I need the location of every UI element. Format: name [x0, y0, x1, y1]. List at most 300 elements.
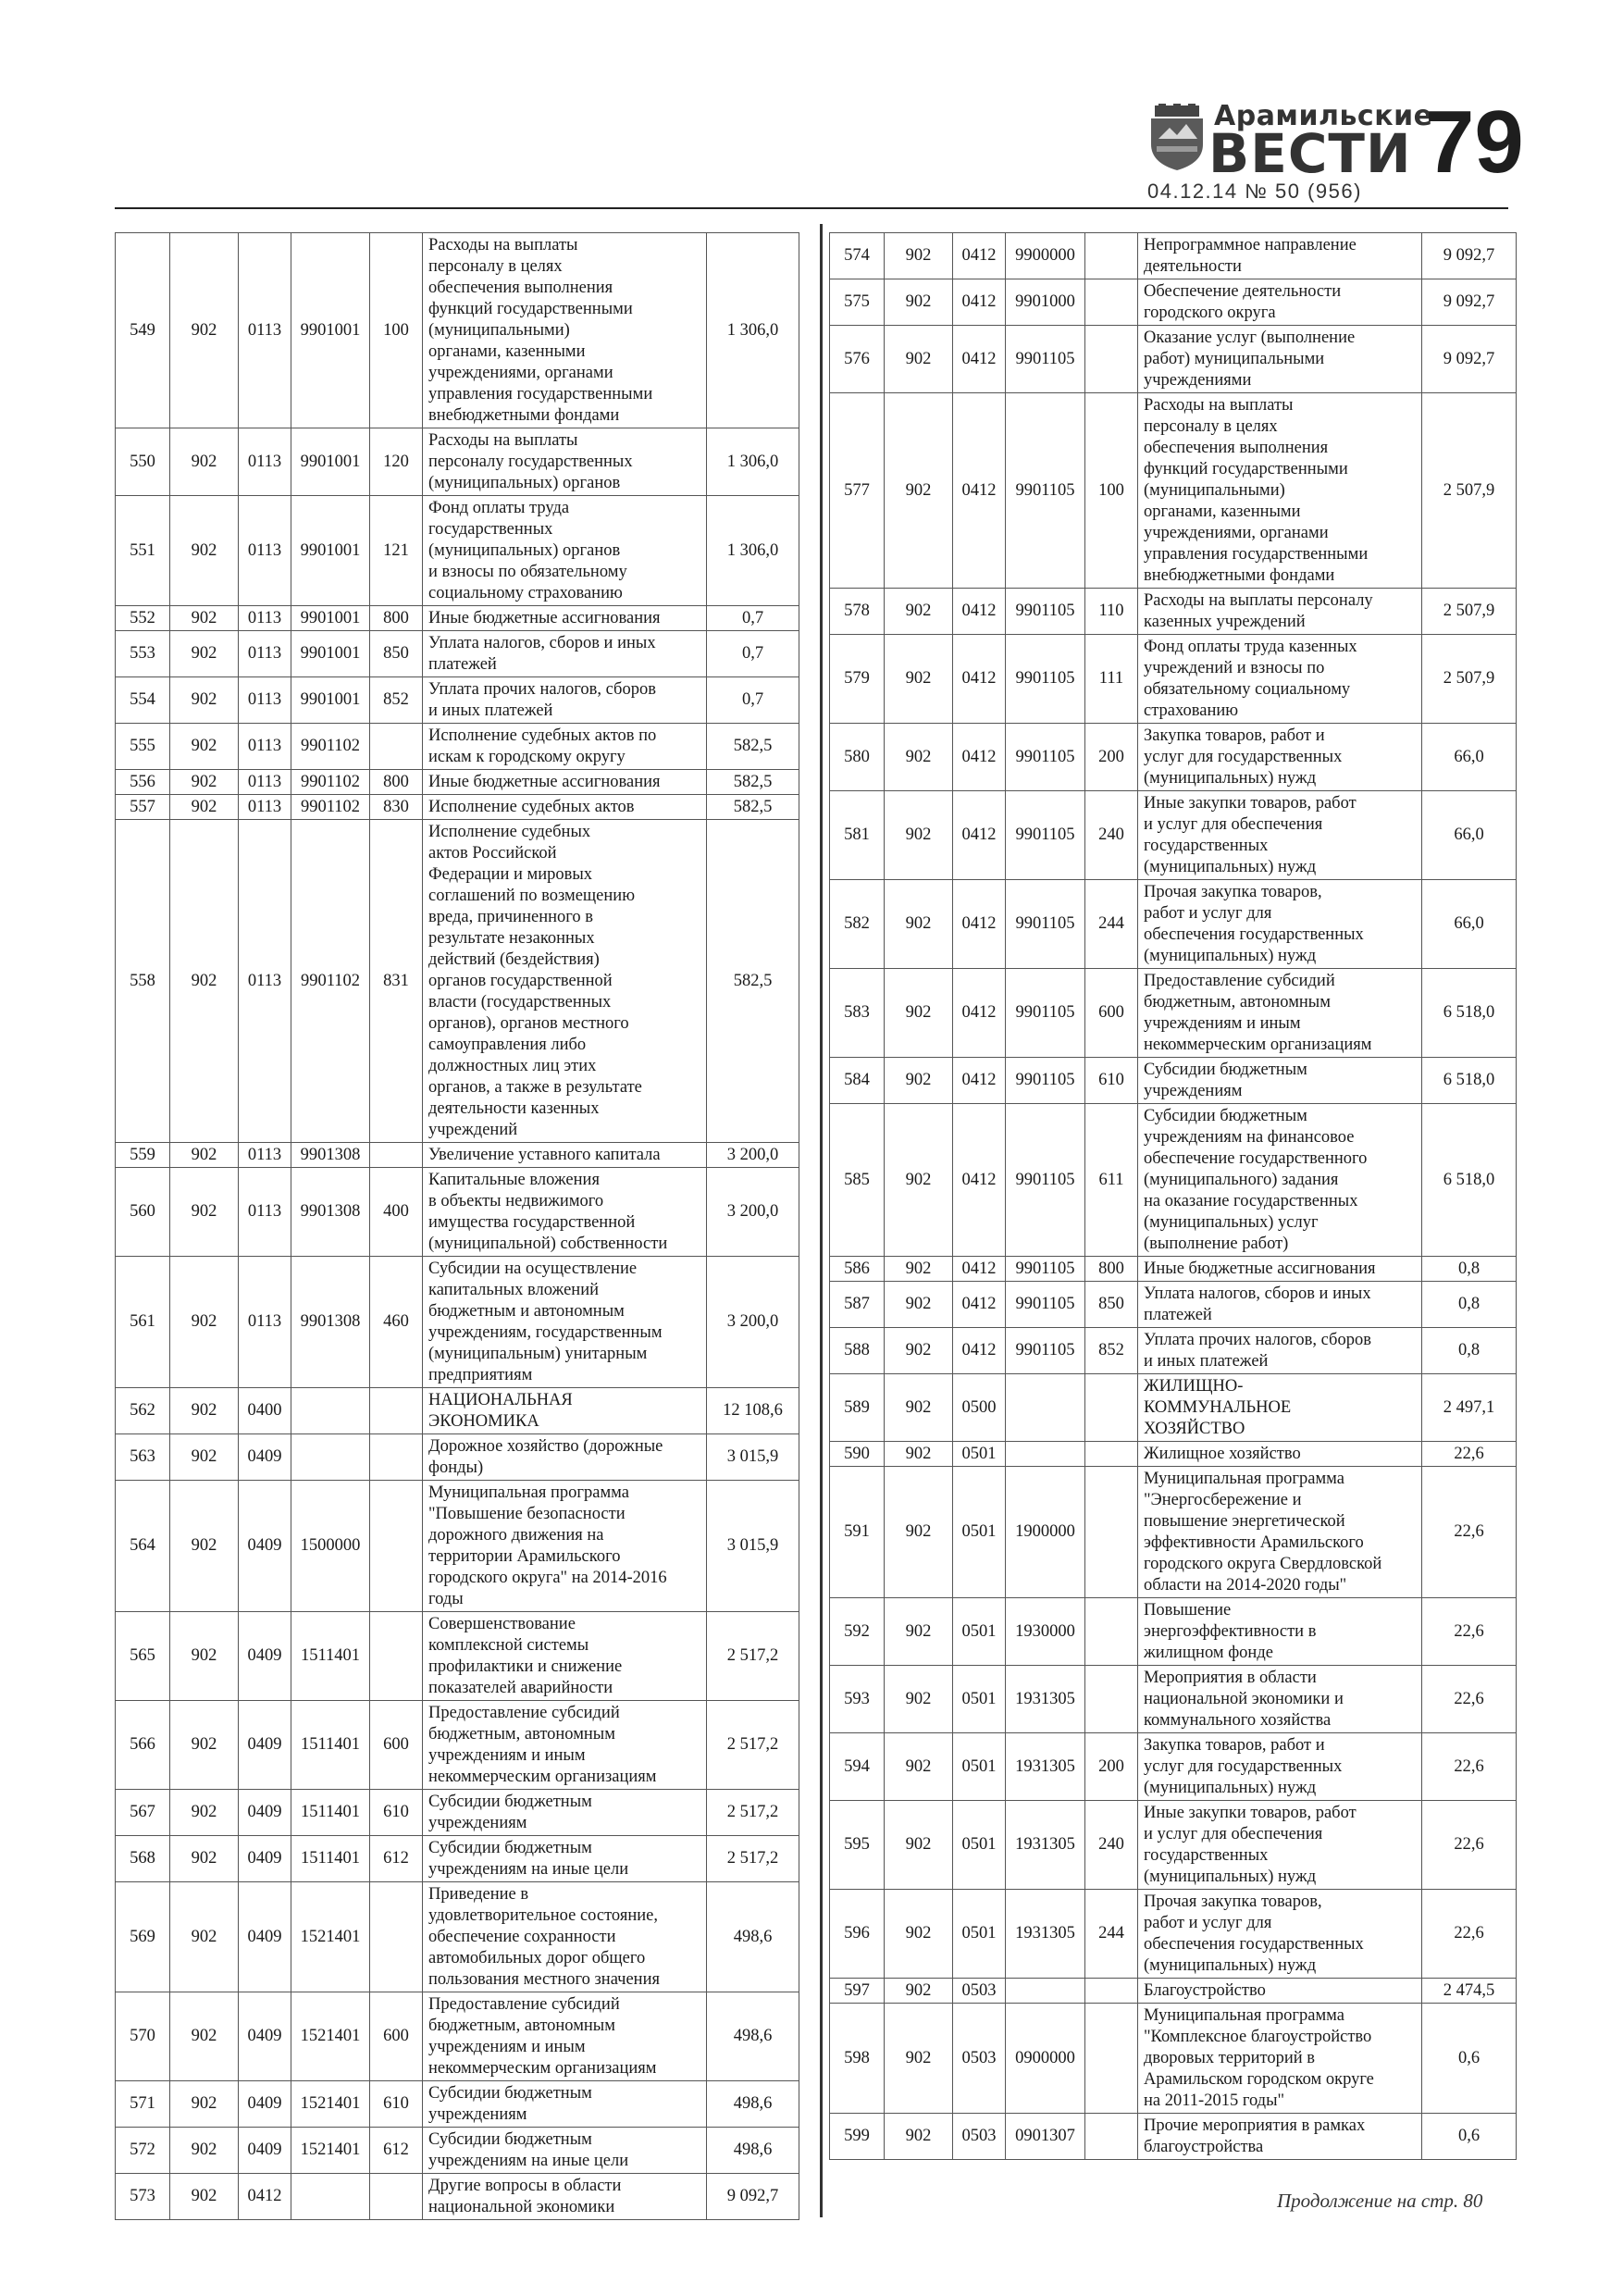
expense-name-cell — [1138, 1890, 1422, 1979]
expense-name-cell — [1138, 1801, 1422, 1890]
target-item-code-cell — [291, 2174, 370, 2220]
org-code-cell: 902 — [170, 1992, 239, 2081]
expense-name-cell — [423, 631, 707, 677]
expense-name-line: Расходы на выплаты — [428, 235, 578, 254]
target-item-code-cell: 9901001 — [291, 496, 370, 606]
expense-type-code-cell: 240 — [1085, 791, 1138, 880]
expense-name-line: Оказание услуг (выполнение — [1144, 328, 1356, 347]
row-number-cell: 574 — [830, 233, 885, 279]
section-code-cell: 0412 — [953, 1104, 1006, 1257]
section-code-cell: 0501 — [953, 1598, 1006, 1666]
org-code-cell: 902 — [170, 1882, 239, 1992]
target-item-code-cell — [1006, 1979, 1085, 2004]
table-row — [830, 589, 1517, 635]
expense-name-line: персоналу в целях — [1144, 416, 1278, 436]
org-code-cell: 902 — [170, 606, 239, 631]
expense-name-line: благоустройства — [1144, 2137, 1264, 2156]
section-code-cell: 0400 — [239, 1388, 291, 1434]
table-row — [830, 1801, 1517, 1890]
row-number-cell: 549 — [116, 233, 170, 428]
table-row — [116, 677, 799, 724]
expense-name-line: энергоэффективности в — [1144, 1621, 1317, 1641]
target-item-code-cell — [291, 1388, 370, 1434]
expense-name-line: платежей — [1144, 1305, 1212, 1324]
expense-name-cell — [1138, 1598, 1422, 1666]
org-code-cell: 902 — [170, 496, 239, 606]
expense-name-cell — [423, 1143, 707, 1168]
expense-type-code-cell: 800 — [370, 606, 423, 631]
page-number: 79 — [1425, 93, 1524, 192]
expense-type-code-cell: 100 — [1085, 393, 1138, 589]
expense-name-line: Муниципальная программа — [1144, 2005, 1344, 2025]
expense-name-line: Иные бюджетные ассигнования — [428, 608, 661, 627]
expense-name-line: работ и услуг для — [1144, 903, 1272, 923]
expense-name-line: имущества государственной — [428, 1212, 636, 1232]
expense-name-cell — [423, 1882, 707, 1992]
expense-name-cell — [1138, 2004, 1422, 2114]
table-row — [116, 233, 799, 428]
amount-cell: 582,5 — [707, 770, 799, 795]
row-number-cell: 592 — [830, 1598, 885, 1666]
expense-name-line: актов Российской — [428, 843, 557, 863]
expense-name-cell — [1138, 724, 1422, 791]
target-item-code-cell: 9901105 — [1006, 1282, 1085, 1328]
expense-name-line: персоналу в целях — [428, 256, 563, 276]
section-code-cell: 0113 — [239, 496, 291, 606]
table-row — [830, 1104, 1517, 1257]
expense-name-line: бюджетным, автономным — [428, 1724, 615, 1744]
row-number-cell: 567 — [116, 1790, 170, 1836]
expense-name-line: (муниципальным) унитарным — [428, 1344, 648, 1363]
org-code-cell: 902 — [170, 2081, 239, 2128]
section-code-cell: 0113 — [239, 770, 291, 795]
expense-name-line: Приведение в — [428, 1884, 529, 1904]
expense-name-line: органами, казенными — [428, 341, 586, 361]
amount-cell: 2 517,2 — [707, 1701, 799, 1790]
expense-name-line: органами, казенными — [1144, 502, 1301, 521]
row-number-cell: 556 — [116, 770, 170, 795]
expense-name-line: органов государственной — [428, 971, 613, 990]
expense-name-line: бюджетным, автономным — [1144, 992, 1331, 1011]
expense-name-line: Мероприятия в области — [1144, 1668, 1317, 1687]
row-number-cell: 560 — [116, 1168, 170, 1257]
target-item-code-cell: 9901105 — [1006, 1328, 1085, 1374]
expense-name-line: Исполнение судебных актов — [428, 797, 635, 816]
expense-name-line: платежей — [428, 654, 497, 674]
expense-name-line: НАЦИОНАЛЬНАЯ — [428, 1390, 573, 1409]
section-code-cell: 0409 — [239, 1790, 291, 1836]
expense-name-cell — [1138, 880, 1422, 969]
target-item-code-cell: 9901105 — [1006, 1104, 1085, 1257]
expense-type-code-cell — [370, 724, 423, 770]
amount-cell: 3 015,9 — [707, 1434, 799, 1481]
amount-cell: 22,6 — [1422, 1890, 1517, 1979]
org-code-cell: 902 — [885, 1328, 953, 1374]
org-code-cell: 902 — [170, 1143, 239, 1168]
row-number-cell: 593 — [830, 1666, 885, 1733]
org-code-cell: 902 — [885, 1666, 953, 1733]
expense-name-cell — [423, 1481, 707, 1612]
expense-name-line: Уплата прочих налогов, сборов — [1144, 1330, 1371, 1349]
expense-name-line: Дорожное хозяйство (дорожные — [428, 1436, 663, 1456]
target-item-code-cell: 9901308 — [291, 1257, 370, 1388]
expense-name-line: (муниципального) задания — [1144, 1170, 1339, 1189]
org-code-cell: 902 — [170, 2174, 239, 2220]
section-code-cell: 0412 — [953, 635, 1006, 724]
expense-name-line: учреждениям на иные цели — [428, 1859, 629, 1879]
table-row — [830, 2114, 1517, 2160]
section-code-cell: 0412 — [953, 791, 1006, 880]
expense-name-line: обеспечения выполнения — [428, 278, 613, 297]
target-item-code-cell: 9901308 — [291, 1143, 370, 1168]
expense-name-line: вреда, причиненного в — [428, 907, 593, 926]
row-number-cell: 595 — [830, 1801, 885, 1890]
section-code-cell: 0412 — [953, 969, 1006, 1058]
expense-name-line: государственных — [428, 519, 553, 539]
table-row — [830, 791, 1517, 880]
expense-name-line: Расходы на выплаты — [428, 430, 578, 450]
row-number-cell: 573 — [116, 2174, 170, 2220]
expense-name-line: Закупка товаров, работ и — [1144, 726, 1325, 745]
expense-name-cell — [423, 1388, 707, 1434]
org-code-cell: 902 — [885, 1058, 953, 1104]
expense-type-code-cell — [370, 1882, 423, 1992]
target-item-code-cell: 9901105 — [1006, 969, 1085, 1058]
org-code-cell: 902 — [885, 1257, 953, 1282]
expense-name-line: органов), органов местного — [428, 1013, 629, 1033]
amount-cell: 9 092,7 — [1422, 233, 1517, 279]
section-code-cell: 0500 — [953, 1374, 1006, 1442]
section-code-cell: 0409 — [239, 1882, 291, 1992]
expense-name-line: учреждениям на финансовое — [1144, 1127, 1355, 1147]
amount-cell: 2 517,2 — [707, 1612, 799, 1701]
expense-name-cell — [423, 770, 707, 795]
section-code-cell: 0412 — [953, 589, 1006, 635]
target-item-code-cell: 1931305 — [1006, 1666, 1085, 1733]
org-code-cell: 902 — [170, 1168, 239, 1257]
expense-type-code-cell — [1085, 1979, 1138, 2004]
org-code-cell: 902 — [885, 1598, 953, 1666]
expense-name-line: должностных лиц этих — [428, 1056, 597, 1075]
expense-name-line: власти (государственных — [428, 992, 612, 1011]
expense-name-line: комплексной системы — [428, 1635, 589, 1655]
expense-name-cell — [1138, 1733, 1422, 1801]
expense-name-line: в объекты недвижимого — [428, 1191, 604, 1210]
target-item-code-cell: 9901105 — [1006, 1257, 1085, 1282]
expense-name-line: Расходы на выплаты — [1144, 395, 1294, 415]
section-code-cell: 0409 — [239, 1992, 291, 2081]
row-number-cell: 579 — [830, 635, 885, 724]
org-code-cell: 902 — [170, 1701, 239, 1790]
org-code-cell: 902 — [170, 1434, 239, 1481]
expense-name-line: (муниципальными) — [428, 320, 570, 340]
table-row — [830, 635, 1517, 724]
expense-name-cell — [423, 606, 707, 631]
section-code-cell: 0412 — [953, 326, 1006, 393]
expense-type-code-cell: 610 — [370, 1790, 423, 1836]
table-row — [116, 1992, 799, 2081]
target-item-code-cell: 1931305 — [1006, 1733, 1085, 1801]
section-code-cell: 0113 — [239, 233, 291, 428]
expense-name-line: Обеспечение деятельности — [1144, 281, 1342, 301]
org-code-cell: 902 — [170, 820, 239, 1143]
amount-cell: 66,0 — [1422, 724, 1517, 791]
section-code-cell: 0503 — [953, 1979, 1006, 2004]
expense-name-line: Жилищное хозяйство — [1144, 1444, 1301, 1463]
org-code-cell: 902 — [885, 1801, 953, 1890]
expense-name-line: Субсидии бюджетным — [428, 2083, 592, 2103]
expense-type-code-cell — [1085, 326, 1138, 393]
expense-name-cell — [1138, 326, 1422, 393]
expense-name-cell — [423, 496, 707, 606]
target-item-code-cell: 9901001 — [291, 631, 370, 677]
expense-name-line: (муниципальных) нужд — [1144, 946, 1317, 965]
expense-name-line: учреждений и взносы по — [1144, 658, 1325, 677]
expense-name-line: функций государственными — [428, 299, 633, 318]
table-row — [116, 1701, 799, 1790]
expense-name-line: "Энергосбережение и — [1144, 1490, 1302, 1509]
amount-cell: 6 518,0 — [1422, 1104, 1517, 1257]
org-code-cell: 902 — [885, 1890, 953, 1979]
target-item-code-cell: 9901105 — [1006, 724, 1085, 791]
header-rule — [115, 207, 1508, 209]
expense-name-line: "Повышение безопасности — [428, 1504, 626, 1523]
target-item-code-cell: 9901001 — [291, 606, 370, 631]
expense-type-code-cell: 200 — [1085, 724, 1138, 791]
expense-name-line: некоммерческим организациям — [428, 2058, 657, 2078]
expense-type-code-cell: 121 — [370, 496, 423, 606]
expense-name-line: самоуправления либо — [428, 1035, 587, 1054]
table-row — [830, 1979, 1517, 2004]
continued-on-next-page: Продолжение на стр. 80 — [1277, 2190, 1483, 2212]
table-row — [116, 820, 799, 1143]
expense-type-code-cell: 831 — [370, 820, 423, 1143]
row-number-cell: 599 — [830, 2114, 885, 2160]
table-row — [116, 1836, 799, 1882]
row-number-cell: 564 — [116, 1481, 170, 1612]
section-code-cell: 0409 — [239, 1836, 291, 1882]
expense-name-line: Увеличение уставного капитала — [428, 1145, 661, 1164]
expense-type-code-cell — [1085, 279, 1138, 326]
row-number-cell: 566 — [116, 1701, 170, 1790]
table-row — [116, 795, 799, 820]
expense-name-line: и взносы по обязательному — [428, 562, 627, 581]
section-code-cell: 0501 — [953, 1442, 1006, 1467]
expense-name-line: городского округа — [1144, 303, 1276, 322]
expense-name-line: Субсидии на осуществление — [428, 1259, 638, 1278]
row-number-cell: 594 — [830, 1733, 885, 1801]
expense-type-code-cell — [1085, 2004, 1138, 2114]
expense-type-code-cell — [370, 2174, 423, 2220]
expense-name-line: учреждениям — [1144, 1081, 1243, 1100]
target-item-code-cell: 1931305 — [1006, 1801, 1085, 1890]
expense-name-cell — [423, 2174, 707, 2220]
expense-name-line: городского округа" на 2014-2016 — [428, 1568, 667, 1587]
expense-name-line: (муниципальных) нужд — [1144, 1867, 1317, 1886]
table-row — [116, 428, 799, 496]
section-code-cell: 0409 — [239, 1434, 291, 1481]
expense-name-cell — [423, 1701, 707, 1790]
table-row — [116, 1790, 799, 1836]
target-item-code-cell: 9901105 — [1006, 326, 1085, 393]
row-number-cell: 581 — [830, 791, 885, 880]
section-code-cell: 0412 — [953, 393, 1006, 589]
target-item-code-cell: 9900000 — [1006, 233, 1085, 279]
expense-name-line: учреждениям и иным — [1144, 1013, 1301, 1033]
table-row — [830, 724, 1517, 791]
expense-type-code-cell: 100 — [370, 233, 423, 428]
amount-cell: 0,8 — [1422, 1328, 1517, 1374]
expense-name-line: на оказание государственных — [1144, 1191, 1358, 1210]
target-item-code-cell: 9901102 — [291, 795, 370, 820]
expense-name-line: казенных учреждений — [1144, 612, 1306, 631]
row-number-cell: 578 — [830, 589, 885, 635]
amount-cell: 6 518,0 — [1422, 969, 1517, 1058]
expense-name-line: предприятиям — [428, 1365, 533, 1384]
expense-name-line: капитальных вложений — [428, 1280, 599, 1299]
table-row — [830, 880, 1517, 969]
expense-name-line: учреждениям — [428, 2104, 527, 2124]
table-row — [830, 1328, 1517, 1374]
target-item-code-cell: 1900000 — [1006, 1467, 1085, 1598]
section-code-cell: 0409 — [239, 1481, 291, 1612]
expense-name-line: Повышение — [1144, 1600, 1232, 1620]
org-code-cell: 902 — [170, 724, 239, 770]
table-row — [116, 1388, 799, 1434]
expense-name-line: (муниципальных) нужд — [1144, 857, 1317, 876]
section-code-cell: 0409 — [239, 1612, 291, 1701]
expense-name-line: управления государственными — [428, 384, 653, 403]
expense-name-cell — [423, 1836, 707, 1882]
row-number-cell: 557 — [116, 795, 170, 820]
expense-name-line: повышение энергетической — [1144, 1511, 1345, 1531]
expense-type-code-cell: 852 — [1085, 1328, 1138, 1374]
expense-type-code-cell: 850 — [370, 631, 423, 677]
target-item-code-cell: 1521401 — [291, 1882, 370, 1992]
expense-name-cell — [1138, 1104, 1422, 1257]
expense-name-line: Предоставление субсидий — [428, 1994, 620, 2014]
amount-cell: 2 517,2 — [707, 1790, 799, 1836]
expense-name-line: внебюджетными фондами — [1144, 565, 1335, 585]
row-number-cell: 585 — [830, 1104, 885, 1257]
expense-name-line: КОММУНАЛЬНОЕ — [1144, 1397, 1292, 1417]
expense-name-line: работ) муниципальными — [1144, 349, 1325, 368]
table-row — [116, 1882, 799, 1992]
expense-name-line: Предоставление субсидий — [428, 1703, 620, 1722]
table-row — [116, 1257, 799, 1388]
row-number-cell: 572 — [116, 2128, 170, 2174]
row-number-cell: 586 — [830, 1257, 885, 1282]
expense-type-code-cell: 850 — [1085, 1282, 1138, 1328]
expense-name-line: учреждениям — [428, 1813, 527, 1832]
target-item-code-cell: 9901105 — [1006, 880, 1085, 969]
org-code-cell: 902 — [170, 1612, 239, 1701]
row-number-cell: 569 — [116, 1882, 170, 1992]
section-code-cell: 0113 — [239, 1257, 291, 1388]
table-row — [116, 2128, 799, 2174]
row-number-cell: 570 — [116, 1992, 170, 2081]
row-number-cell: 589 — [830, 1374, 885, 1442]
target-item-code-cell: 9901105 — [1006, 635, 1085, 724]
expense-name-cell — [423, 724, 707, 770]
expense-name-line: учреждениям, государственным — [428, 1322, 663, 1342]
target-item-code-cell: 9901102 — [291, 724, 370, 770]
amount-cell: 0,6 — [1422, 2114, 1517, 2160]
expense-name-line: обеспечения государственных — [1144, 925, 1364, 944]
expense-type-code-cell: 244 — [1085, 880, 1138, 969]
expense-name-cell — [1138, 393, 1422, 589]
expense-name-line: услуг для государственных — [1144, 747, 1343, 766]
org-code-cell: 902 — [885, 1733, 953, 1801]
row-number-cell: 576 — [830, 326, 885, 393]
budget-table-left — [115, 232, 799, 2220]
expense-name-cell — [1138, 589, 1422, 635]
section-code-cell: 0412 — [953, 1058, 1006, 1104]
row-number-cell: 583 — [830, 969, 885, 1058]
section-code-cell: 0113 — [239, 724, 291, 770]
section-code-cell: 0503 — [953, 2114, 1006, 2160]
section-code-cell: 0113 — [239, 631, 291, 677]
expense-type-code-cell — [1085, 1598, 1138, 1666]
table-row — [830, 1058, 1517, 1104]
newspaper-name-top: Арамильские — [1214, 100, 1433, 132]
expense-name-line: некоммерческим организациям — [428, 1767, 657, 1786]
amount-cell: 66,0 — [1422, 791, 1517, 880]
table-row — [830, 969, 1517, 1058]
amount-cell: 582,5 — [707, 795, 799, 820]
expense-name-line: Муниципальная программа — [428, 1483, 629, 1502]
expense-name-cell — [1138, 279, 1422, 326]
expense-name-line: деятельности — [1144, 256, 1242, 276]
expense-name-line: показателей аварийности — [428, 1678, 613, 1697]
table-row — [116, 770, 799, 795]
section-code-cell: 0412 — [953, 1328, 1006, 1374]
expense-name-line: дворовых территорий в — [1144, 2048, 1316, 2067]
section-code-cell: 0113 — [239, 1143, 291, 1168]
expense-type-code-cell — [1085, 1666, 1138, 1733]
table-row — [830, 1374, 1517, 1442]
expense-name-line: действий (бездействия) — [428, 949, 600, 969]
amount-cell: 22,6 — [1422, 1733, 1517, 1801]
org-code-cell: 902 — [885, 635, 953, 724]
expense-type-code-cell: 600 — [370, 1992, 423, 2081]
row-number-cell: 591 — [830, 1467, 885, 1598]
expense-name-cell — [1138, 1282, 1422, 1328]
org-code-cell: 902 — [885, 791, 953, 880]
expense-name-cell — [423, 2128, 707, 2174]
target-item-code-cell: 9901102 — [291, 820, 370, 1143]
expense-name-line: обеспечения выполнения — [1144, 438, 1329, 457]
target-item-code-cell: 1500000 — [291, 1481, 370, 1612]
target-item-code-cell: 0901307 — [1006, 2114, 1085, 2160]
section-code-cell: 0113 — [239, 795, 291, 820]
expense-name-line: годы — [428, 1589, 464, 1608]
expense-type-code-cell — [370, 1612, 423, 1701]
table-row — [830, 1890, 1517, 1979]
expense-name-line: бюджетным, автономным — [428, 2016, 615, 2035]
amount-cell: 9 092,7 — [1422, 279, 1517, 326]
table-row — [830, 393, 1517, 589]
amount-cell: 22,6 — [1422, 1598, 1517, 1666]
org-code-cell: 902 — [170, 1836, 239, 1882]
coat-of-arms-icon — [1146, 104, 1208, 170]
amount-cell: 3 200,0 — [707, 1143, 799, 1168]
amount-cell: 9 092,7 — [1422, 326, 1517, 393]
row-number-cell: 575 — [830, 279, 885, 326]
org-code-cell: 902 — [885, 880, 953, 969]
target-item-code-cell: 0900000 — [1006, 2004, 1085, 2114]
org-code-cell: 902 — [170, 1481, 239, 1612]
